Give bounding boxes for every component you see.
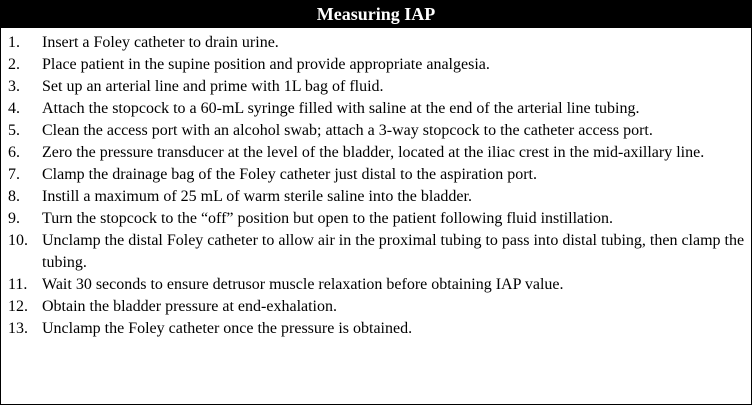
step-item xyxy=(1,296,751,318)
step-number: 5. xyxy=(8,122,20,139)
step-text: Instill a maximum of 25 mL of warm sterile saline into the bladder. xyxy=(42,188,472,205)
step-item xyxy=(1,54,751,76)
step-number: 12. xyxy=(8,298,28,315)
step-item xyxy=(1,274,751,296)
step-text: Zero the pressure transducer at the level of the bladder, located at the iliac crest in the mid-axillary line. xyxy=(42,144,705,161)
step-number: 1. xyxy=(8,34,20,51)
step-text: Set up an arterial line and prime with 1L bag of fluid. xyxy=(42,78,384,95)
step-number: 11. xyxy=(8,276,28,293)
step-item xyxy=(1,208,751,230)
step-text: Obtain the bladder pressure at end-exhalation. xyxy=(42,298,337,315)
step-item xyxy=(1,230,751,274)
step-number: 6. xyxy=(8,144,20,161)
table-title: Measuring IAP xyxy=(1,1,751,28)
steps-list xyxy=(1,28,751,340)
step-item xyxy=(1,318,751,340)
step-text: Turn the stopcock to the “off” position but open to the patient following fluid instillation. xyxy=(42,210,614,227)
step-text: Clamp the drainage bag of the Foley catheter just distal to the aspiration port. xyxy=(42,166,537,183)
step-text: Unclamp the distal Foley catheter to allow air in the proximal tubing to pass into distal tubing, then clamp the tubing. xyxy=(42,232,745,271)
step-number: 13. xyxy=(8,320,28,337)
step-text: Clean the access port with an alcohol swab; attach a 3-way stopcock to the catheter access port. xyxy=(42,122,653,139)
step-text: Unclamp the Foley catheter once the pressure is obtained. xyxy=(42,320,413,337)
step-number: 7. xyxy=(8,166,20,183)
step-item xyxy=(1,142,751,164)
step-number: 4. xyxy=(8,100,20,117)
step-text: Wait 30 seconds to ensure detrusor muscle relaxation before obtaining IAP value. xyxy=(42,276,564,293)
step-number: 2. xyxy=(8,56,20,73)
step-number: 3. xyxy=(8,78,20,95)
step-number: 10. xyxy=(8,232,28,249)
step-number: 9. xyxy=(8,210,20,227)
step-item xyxy=(1,98,751,120)
step-item xyxy=(1,164,751,186)
step-item xyxy=(1,76,751,98)
step-item xyxy=(1,186,751,208)
step-item xyxy=(1,32,751,54)
step-number: 8. xyxy=(8,188,20,205)
step-item xyxy=(1,120,751,142)
step-text: Place patient in the supine position and provide appropriate analgesia. xyxy=(42,56,490,73)
step-text: Insert a Foley catheter to drain urine. xyxy=(42,34,279,51)
step-text: Attach the stopcock to a 60-mL syringe filled with saline at the end of the arterial line tubing. xyxy=(42,100,640,117)
